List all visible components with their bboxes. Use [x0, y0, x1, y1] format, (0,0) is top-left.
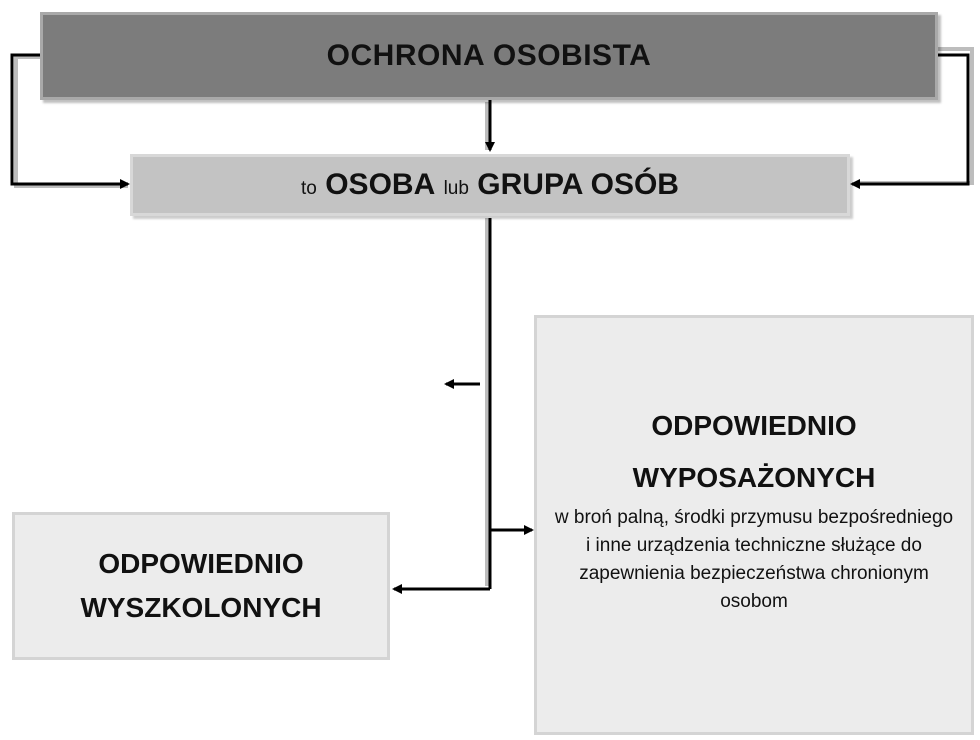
connector-text: lub [443, 178, 469, 199]
trained-line1: ODPOWIEDNIO [98, 548, 304, 579]
trained-line2: WYSZKOLONYCH [80, 592, 322, 623]
prefix-text: to [301, 178, 317, 199]
personal-protection-box [40, 12, 938, 100]
equipped-title-line1: ODPOWIEDNIO [651, 410, 857, 441]
equipped-box [534, 315, 974, 735]
equipped-description: w broń palną, środki przymusu bezpośredniego i inne urządzenia techniczne służące do zapewnienia bezpieczeństwa chronionym osobom [554, 507, 954, 612]
group-text: GRUPA OSÓB [477, 168, 679, 201]
personal-protection-label: OCHRONA OSOBISTA [326, 39, 652, 72]
trained-box [12, 512, 390, 660]
person-text: OSOBA [325, 168, 436, 201]
equipped-title-line2: WYPOSAŻONYCH [632, 462, 876, 493]
person-or-group-box [130, 154, 850, 216]
